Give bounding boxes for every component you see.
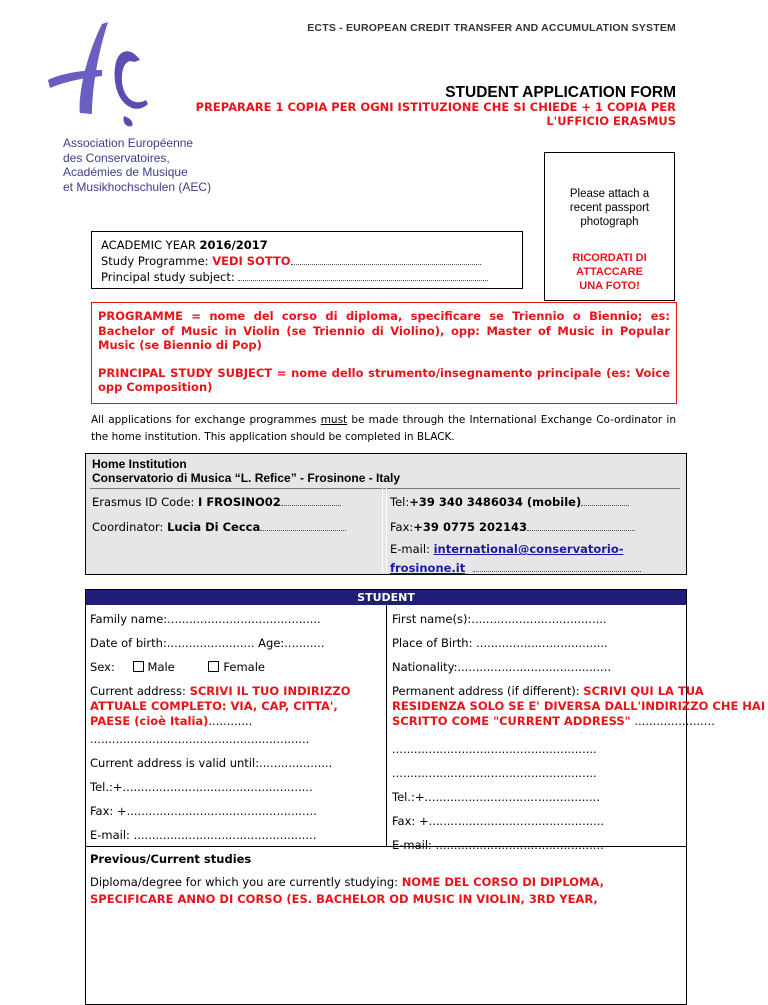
date-of-birth-field[interactable]: Date of birth:........................ Age:........... [90, 636, 325, 650]
nationality-field[interactable]: Nationality:.......................................... [392, 660, 611, 674]
sex-field: Sex: Male Female [90, 660, 266, 674]
checkbox-icon [208, 661, 219, 672]
student-heading: STUDENT [86, 590, 686, 605]
student-fax-field[interactable]: Fax: +.................................................... [90, 804, 317, 818]
aec-logo-text: Association Européenne des Conservatoires, Académies de Musique et Musikhochschulen (AEC) [63, 136, 212, 194]
instructions-box: PROGRAMME = nome del corso di diploma, specificare se Triennio o Biennio; es: Bachelor of Music in Violin (se Triennio di Violino), opp: Master of Music in Popular Music (se Biennio di Pop) PRINCIPAL STUDY SUBJECT = nome dello strumento/insegnamento principale (es: Voice opp Composition) [91, 302, 677, 404]
valid-until-field[interactable]: Current address is valid until:.................... [90, 756, 333, 770]
form-subtitle: PREPARARE 1 COPIA PER OGNI ISTITUZIONE CHE SI CHIEDE + 1 COPIA PER L'UFFICIO ERASMUS [195, 100, 676, 128]
family-name-field[interactable]: Family name:.......................................... [90, 612, 321, 626]
principal-subject-field[interactable] [238, 280, 488, 281]
first-name-field[interactable]: First name(s):..................................... [392, 612, 607, 626]
home-email-field[interactable]: E-mail: international@conservatorio- frosinone.it [390, 540, 641, 578]
permanent-address-line2[interactable]: ........................................................ [392, 742, 597, 756]
student-tel-field[interactable]: Tel.:+.................................................... [90, 780, 313, 794]
intro-text: All applications for exchange programmes must be made through the International Exchange Co-ordinator in the home institution. This application should be completed in BLACK. [91, 414, 676, 443]
page-header: ECTS - EUROPEAN CREDIT TRANSFER AND ACCUMULATION SYSTEM [307, 22, 676, 34]
home-fax-field[interactable]: Fax:+39 0775 202143 [390, 520, 635, 534]
erasmus-id-field[interactable]: Erasmus ID Code: I FROSINO02 [92, 495, 341, 509]
diploma-field[interactable]: Diploma/degree for which you are currently studying: NOME DEL CORSO DI DIPLOMA, SPECIFICARE ANNO DI CORSO (ES. BACHELOR OD MUSIC IN VIOLIN, 3RD YEAR, [90, 875, 604, 906]
permanent-address-field[interactable]: Permanent address (if different): SCRIVI QUI LA TUA RESIDENZA SOLO SE E' DIVERSA DALL'INDIRIZZO CHE HAI SCRITTO COME "CURRENT ADDRESS" ...................... [392, 684, 766, 728]
home-email-link-2[interactable]: frosinone.it [390, 561, 466, 575]
study-programme-value: VEDI SOTTO [212, 254, 291, 268]
permanent-address-line3[interactable]: ........................................................ [392, 766, 597, 780]
female-checkbox[interactable]: Female [208, 660, 265, 674]
coordinator-field[interactable]: Coordinator: Lucia Di Cecca [92, 520, 346, 534]
current-address-field[interactable]: Current address: SCRIVI IL TUO INDIRIZZO ATTUALE COMPLETO: VIA, CAP, CITTA', PAESE (cioè Italia)............ [90, 684, 351, 728]
academic-year-value: 2016/2017 [199, 238, 268, 252]
student-email-field[interactable]: E-mail: .................................................. [90, 828, 317, 842]
previous-studies-heading: Previous/Current studies [90, 852, 252, 866]
current-address-line2[interactable]: ............................................................ [90, 732, 310, 746]
study-programme-field[interactable] [291, 264, 481, 265]
place-of-birth-field[interactable]: Place of Birth: .................................... [392, 636, 608, 650]
student-section [85, 589, 766, 1005]
photo-box[interactable]: Please attach a recent passport photograph RICORDATI DI ATTACCARE UNA FOTO! [544, 152, 675, 301]
form-title: STUDENT APPLICATION FORM [445, 84, 676, 101]
home-email-link[interactable]: international@conservatorio- [433, 542, 624, 556]
permanent-tel-field[interactable]: Tel.:+................................................ [392, 790, 600, 804]
home-tel-field[interactable]: Tel:+39 340 3486034 (mobile) [390, 495, 629, 509]
home-institution-box: Home Institution Conservatorio di Musica “L. Refice” - Frosinone - Italy Erasmus ID Code: I FROSINO02 Tel:+39 340 3486034 (mobile) Coordinator: Lucia Di Cecca Fax:+39 0775 202143 E-mail: international@conservatorio- frosinone.it [85, 453, 687, 575]
permanent-email-field[interactable]: E-mail: .............................................. [392, 838, 604, 852]
checkbox-icon [133, 661, 144, 672]
photo-reminder: RICORDATI DI ATTACCARE UNA FOTO! [572, 252, 647, 292]
permanent-fax-field[interactable]: Fax: +................................................ [392, 814, 605, 828]
male-checkbox[interactable]: Male [133, 660, 175, 674]
academic-info-box: ACADEMIC YEAR 2016/2017 Study Programme: VEDI SOTTO Principal study subject: [91, 231, 523, 289]
